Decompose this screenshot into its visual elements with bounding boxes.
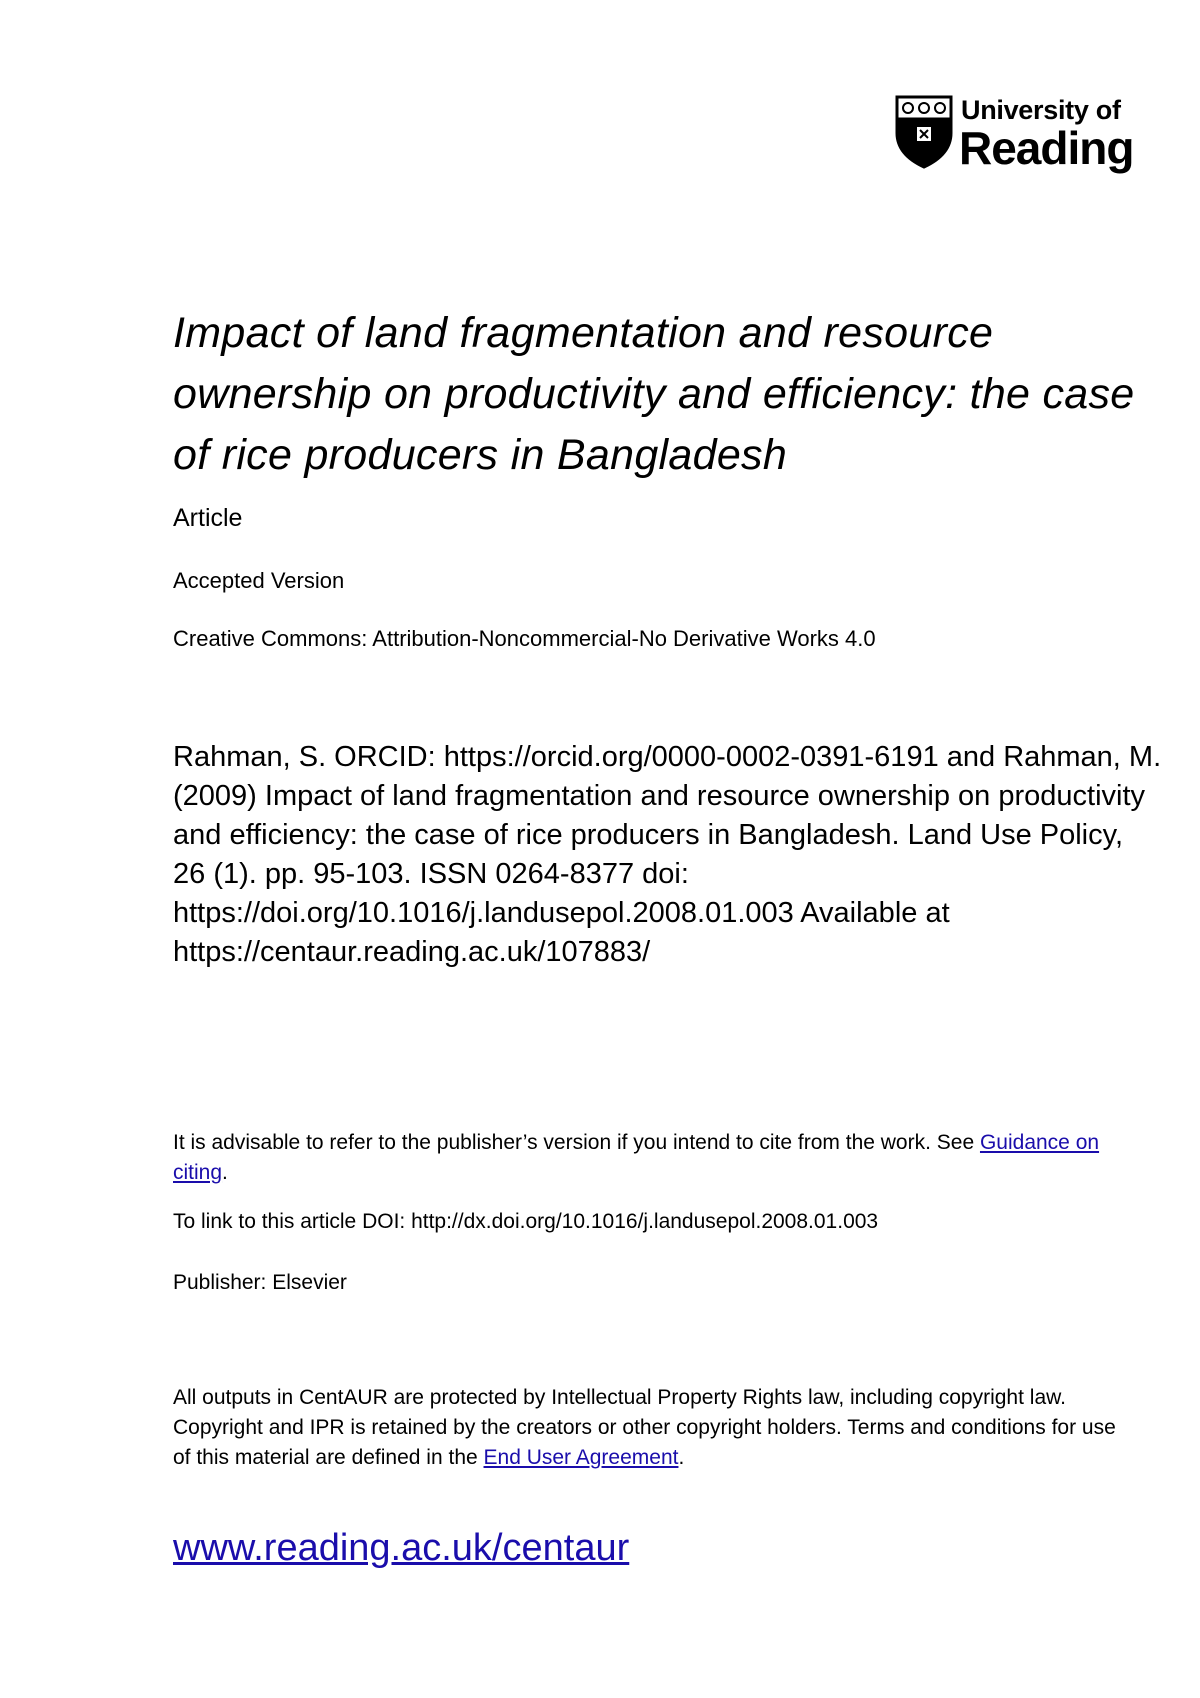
publisher: Publisher: Elsevier bbox=[173, 1271, 347, 1294]
citation: Rahman, S. ORCID: https://orcid.org/0000-0002-0391-6191 and Rahman, M. (2009) Impact of land fragmentation and resource ownership on productivity and efficiency: the case of rice producers in Bangladesh. Land Use Policy, 26 (1). pp. 95-103. ISSN 0264-8377 doi: https://doi.org/10.1016/j.landusepol.2008.01.003 Available at https://centaur.reading.ac.uk/107883/ bbox=[173, 741, 1162, 968]
article-type: Article bbox=[173, 504, 243, 532]
article-title: Impact of land fragmentation and resource ownership on productivity and efficiency: the case of rice producers in Bangladesh bbox=[173, 309, 1135, 479]
end-user-agreement-link[interactable]: End User Agreement bbox=[483, 1446, 679, 1469]
rights-statement bbox=[173, 1383, 1133, 1473]
citation-advice bbox=[173, 1128, 1133, 1188]
license-label: Creative Commons: Attribution-Noncommercial-No Derivative Works 4.0 bbox=[173, 626, 876, 651]
guidance-on-citing-link[interactable]: Guidance on citing bbox=[173, 1131, 1100, 1184]
citation-advice-end: . bbox=[222, 1161, 228, 1184]
logo-text-line2: Reading bbox=[959, 122, 1134, 174]
university-logo bbox=[893, 93, 1133, 173]
rights-text: All outputs in CentAUR are protected by Intellectual Property Rights law, including copyright law. Copyright and IPR is retained by the creators or other copyright holders. Terms and conditions for use of this material are defined in the bbox=[173, 1386, 1116, 1469]
rights-end: . bbox=[678, 1446, 685, 1469]
centaur-website-link[interactable]: www.reading.ac.uk/centaur bbox=[173, 1527, 630, 1569]
logo-text-line1: University of bbox=[961, 95, 1121, 125]
version-label: Accepted Version bbox=[173, 568, 345, 593]
citation-advice-text: It is advisable to refer to the publisher’s version if you intend to cite from the work. See bbox=[173, 1131, 980, 1154]
doi-line: To link to this article DOI: http://dx.doi.org/10.1016/j.landusepol.2008.01.003 bbox=[173, 1210, 879, 1233]
crest-icon bbox=[893, 93, 961, 171]
